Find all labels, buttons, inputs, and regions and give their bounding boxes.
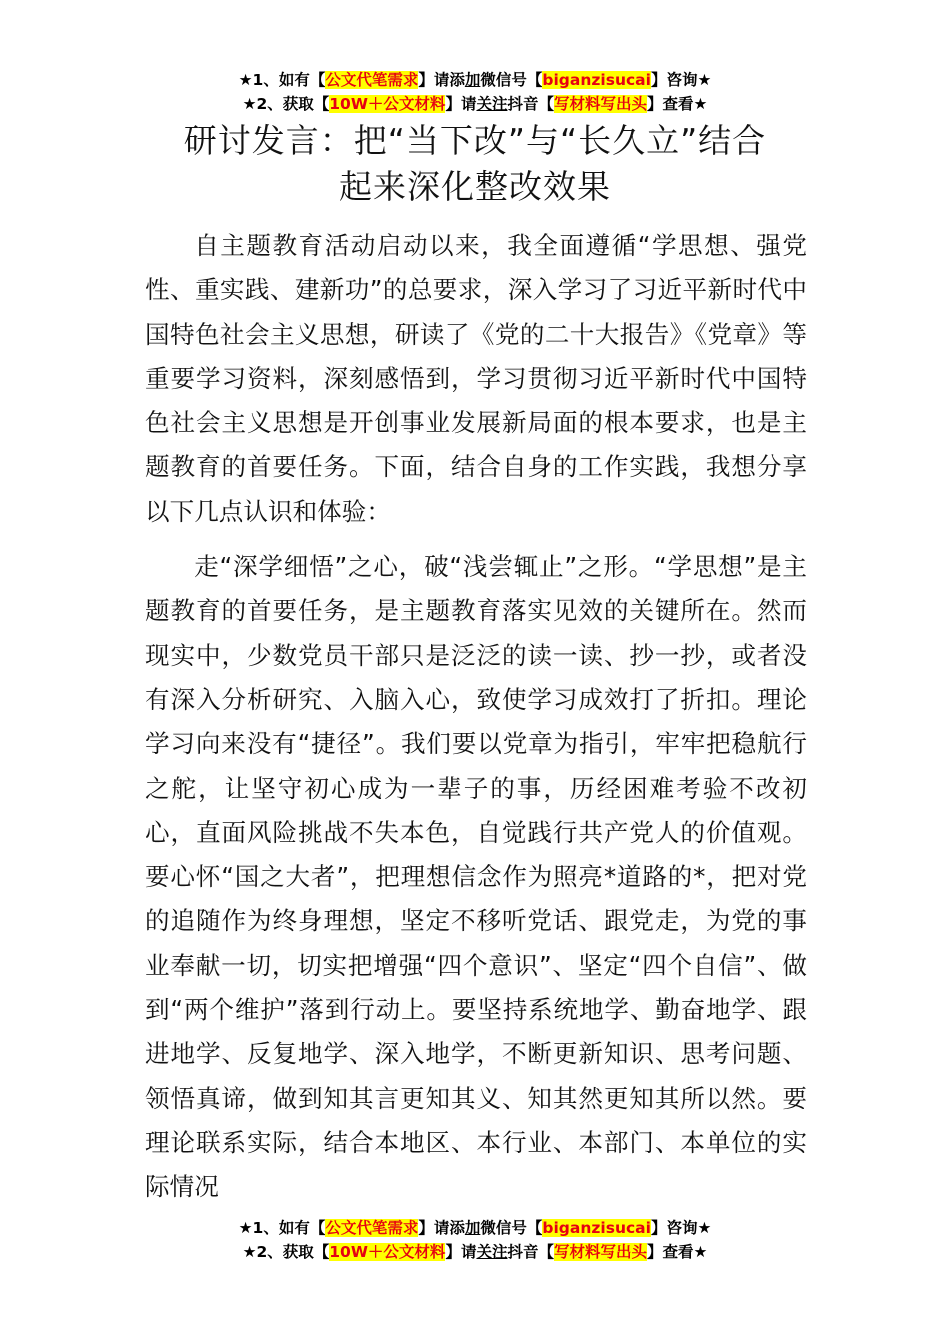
banner-emphasis: 加: [464, 71, 481, 89]
banner-text: 微信号【: [480, 71, 543, 89]
banner-text: 】咨询★: [650, 71, 712, 89]
title-line-1: 研讨发言：把“当下改”与“长久立”结合: [183, 121, 767, 160]
highlight-materials: 10W＋公文材料: [329, 1243, 446, 1261]
title-line-2: 起来深化整改效果: [339, 167, 611, 206]
banner-text: 微信号【: [480, 1219, 543, 1237]
banner-text: ★1、如有【: [238, 71, 326, 89]
banner-line-2: [0, 92, 950, 116]
banner-text: 】请: [445, 95, 477, 113]
banner-text: 抖音【: [507, 95, 554, 113]
highlight-service: 公文代笔需求: [325, 71, 419, 89]
highlight-service: 公文代笔需求: [325, 1219, 419, 1237]
header-banner: [0, 68, 950, 116]
paragraph-2: 走“深学细悟”之心，破“浅尝辄止”之形。“学思想”是主题教育的首要任务，是主题教育落实见效的关键所在。然而现实中，少数党员干部只是泛泛的读一读、抄一抄，或者没有深入分析研究、入脑入心，致使学习成效打了折扣。理论学习向来没有“捷径”。我们要以党章为指引，牢牢把稳航行之舵，让坚守初心成为一辈子的事，历经困难考验不改初心，直面风险挑战不失本色，自觉践行共产党人的价值观。要心怀“国之大者”，把理想信念作为照亮*道路的*，把对党的追随作为终身理想，坚定不移听党话、跟党走，为党的事业奉献一切，切实把增强“四个意识”、坚定“四个自信”、做到“两个维护”落到行动上。要坚持系统地学、勤奋地学、跟进地学、反复地学、深入地学，不断更新知识、思考问题、领悟真谛，做到知其言更知其义、知其然更知其所以然。要理论联系实际，结合本地区、本行业、本部门、本单位的实际情况: [145, 552, 807, 1202]
banner-emphasis: 关注: [476, 1243, 508, 1261]
banner-text: 】请添: [418, 71, 465, 89]
document-title: [0, 118, 950, 210]
banner-text: ★2、获取【: [242, 1243, 330, 1261]
banner-text: ★2、获取【: [242, 95, 330, 113]
highlight-douyin-id: 写材料写出头: [553, 1243, 647, 1261]
banner-line-2: [0, 1240, 950, 1264]
banner-line-1: [0, 1216, 950, 1240]
banner-line-1: [0, 68, 950, 92]
highlight-douyin-id: 写材料写出头: [553, 95, 647, 113]
banner-text: 抖音【: [507, 1243, 554, 1261]
banner-text: 】请: [445, 1243, 477, 1261]
banner-text: 】查看★: [647, 95, 708, 113]
banner-emphasis: 加: [464, 1219, 481, 1237]
document-body: [145, 224, 807, 1221]
banner-text: ★1、如有【: [238, 1219, 326, 1237]
banner-text: 】请添: [418, 1219, 465, 1237]
highlight-materials: 10W＋公文材料: [329, 95, 446, 113]
banner-emphasis: 关注: [476, 95, 508, 113]
banner-text: 】咨询★: [650, 1219, 712, 1237]
footer-banner: [0, 1216, 950, 1264]
highlight-wechat-id: biganzisucai: [542, 1219, 651, 1237]
banner-text: 】查看★: [647, 1243, 708, 1261]
paragraph-1: 自主题教育活动启动以来，我全面遵循“学思想、强党性、重实践、建新功”的总要求，深入学习了习近平新时代中国特色社会主义思想，研读了《党的二十大报告》《党章》等重要学习资料，深刻感悟到，学习贯彻习近平新时代中国特色社会主义思想是开创事业发展新局面的根本要求，也是主题教育的首要任务。下面，结合自身的工作实践，我想分享以下几点认识和体验：: [145, 231, 807, 526]
highlight-wechat-id: biganzisucai: [542, 71, 651, 89]
